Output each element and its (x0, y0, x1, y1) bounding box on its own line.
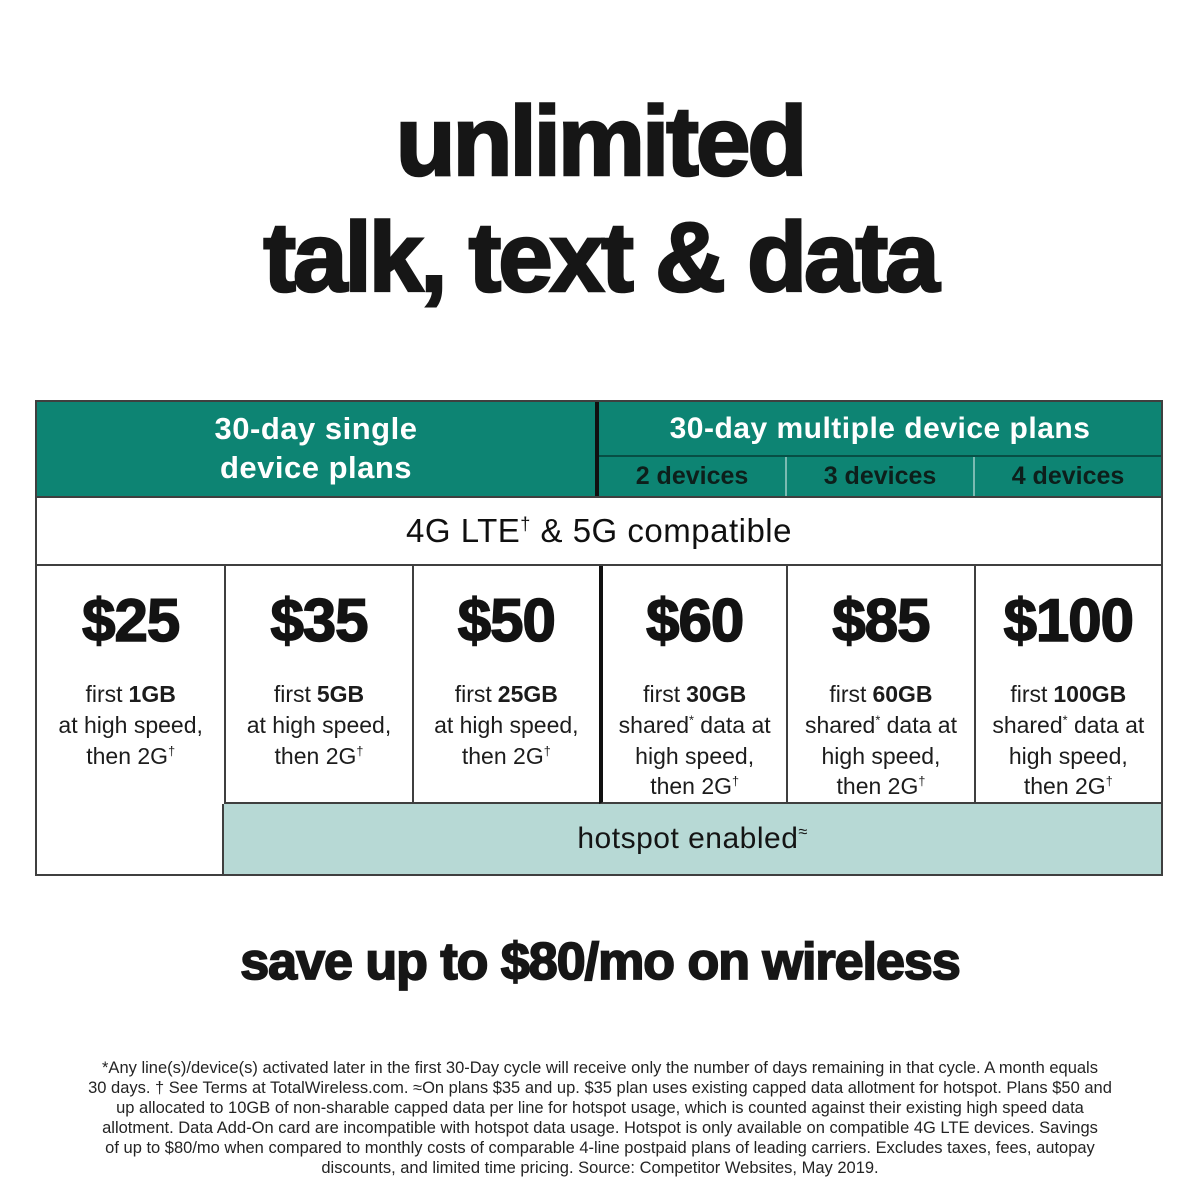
fine-print-line: *Any line(s)/device(s) activated later in the first 30-Day cycle will receive only the number of days remaining in that cycle. A month equals (102, 1059, 1098, 1077)
plan-description (805, 679, 957, 802)
no-hotspot-spacer-cell (37, 804, 224, 874)
plan-desc-intro: first (1010, 681, 1048, 707)
plan-desc-lines: shared* data at high speed, then 2G† (804, 711, 957, 800)
table-header-row (37, 402, 1161, 498)
plan-desc-lines: at high speed, then 2G† (246, 711, 392, 769)
fine-print-line: of up to $80/mo when compared to monthly costs of comparable 4-line postpaid plans of leading carriers. Excludes taxes, fees, autopay (105, 1139, 1095, 1157)
multi-header-label: 30-day multiple device plans (599, 402, 1161, 457)
plan-price: $35 (270, 587, 368, 654)
plan-cell (599, 566, 786, 804)
plan-data-amount: 1GB (128, 681, 176, 707)
plan-cell (412, 566, 599, 804)
plan-description (247, 679, 392, 771)
fine-print-line: discounts, and limited time pricing. Source: Competitor Websites, May 2019. (321, 1159, 879, 1177)
fine-print-line: allotment. Data Add-On card are incompatible with hotspot data usage. Hotspot is only available on compatible 4G LTE devices. Savings (102, 1119, 1098, 1137)
plan-description (434, 679, 579, 771)
legal-fine-print (30, 1058, 1170, 1178)
device-count-cell: 4 devices (973, 457, 1161, 496)
plan-cell (37, 566, 224, 804)
plan-price: $100 (1003, 587, 1134, 654)
device-count-cell: 3 devices (785, 457, 973, 496)
device-count-cell: 2 devices (635, 462, 749, 490)
headline-line-2: talk, text & data (263, 201, 937, 312)
compatibility-label: 4G LTE† & 5G compatible (406, 512, 792, 549)
plan-desc-intro: first (273, 681, 311, 707)
single-device-plans-header (37, 402, 599, 496)
plan-cards-row (37, 566, 1161, 804)
plan-price: $50 (457, 587, 555, 654)
plans-table (35, 400, 1163, 876)
plan-price: $85 (832, 587, 930, 654)
plan-cell (974, 566, 1161, 804)
device-count-row (599, 457, 1161, 496)
plan-price: $25 (82, 587, 180, 654)
multi-device-plans-header (599, 402, 1161, 496)
hotspot-label: hotspot enabled≈ (577, 822, 808, 855)
plan-cell (786, 566, 973, 804)
plan-desc-intro: first (829, 681, 867, 707)
plan-desc-intro: first (85, 681, 123, 707)
single-header-line-2: device plans (219, 450, 413, 485)
savings-tagline: save up to $80/mo on wireless (240, 933, 960, 991)
headline (0, 86, 1200, 312)
plan-description (619, 679, 771, 802)
fine-print-line: 30 days. † See Terms at TotalWireless.com. ≈On plans $35 and up. $35 plan uses existing capped data allotment for hotspot. Plans $50 and (88, 1079, 1112, 1097)
plan-desc-intro: first (454, 681, 492, 707)
fine-print-line: up allocated to 10GB of non-sharable capped data per line for hotspot usage, which is counted against their existing high speed data (116, 1099, 1084, 1117)
plan-description (58, 679, 203, 771)
plan-desc-lines: at high speed, then 2G† (58, 711, 203, 769)
plan-data-amount: 30GB (686, 681, 747, 707)
plan-data-amount: 100GB (1053, 681, 1127, 707)
plan-description (992, 679, 1144, 802)
plan-desc-lines: shared* data at high speed, then 2G† (618, 711, 771, 800)
headline-line-1: unlimited (395, 86, 805, 196)
plan-data-amount: 60GB (872, 681, 933, 707)
compatibility-row (37, 498, 1161, 566)
plan-price: $60 (646, 587, 744, 654)
plan-desc-lines: at high speed, then 2G† (434, 711, 579, 769)
plan-data-amount: 5GB (316, 681, 365, 707)
hotspot-enabled-cell (224, 804, 1161, 874)
plan-desc-lines: shared* data at high speed, then 2G† (992, 711, 1145, 800)
single-header-line-1: 30-day single (214, 411, 418, 447)
hotspot-row (37, 804, 1161, 874)
plan-desc-intro: first (643, 681, 681, 707)
plan-cell (224, 566, 411, 804)
plan-data-amount: 25GB (497, 681, 558, 707)
